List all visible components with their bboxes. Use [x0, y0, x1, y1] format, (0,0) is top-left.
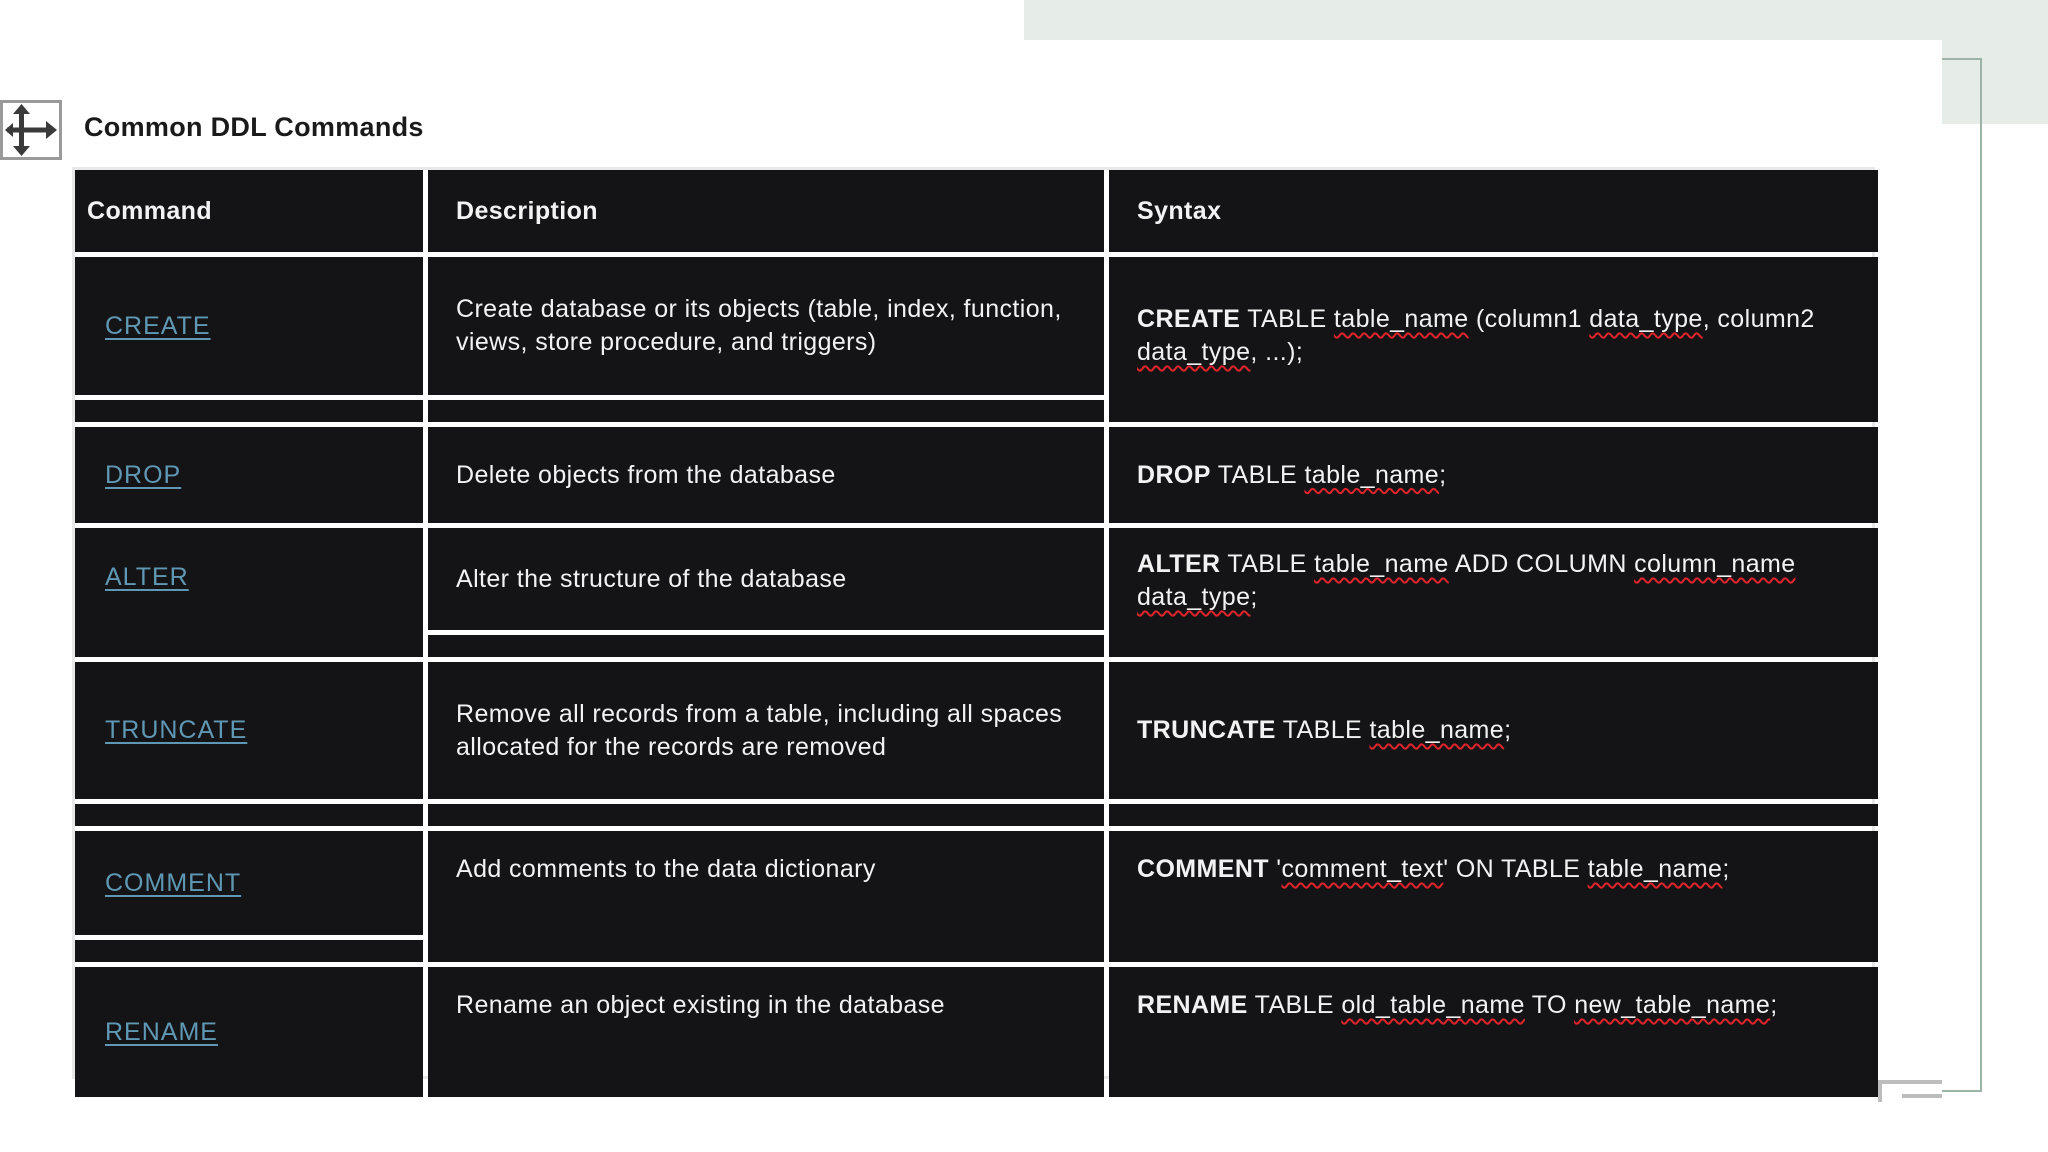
command-link-drop[interactable]: DROP	[105, 460, 182, 489]
command-link-rename[interactable]: RENAME	[105, 1017, 218, 1046]
top-decor-band	[1024, 0, 2048, 40]
spacer-cell	[75, 400, 423, 422]
description-text: Remove all records from a table, including all spaces allocated for the records are removed	[456, 699, 1063, 761]
command-cell-create	[75, 257, 423, 395]
command-cell-rename	[75, 967, 423, 1097]
description-cell-truncate	[428, 662, 1104, 799]
syntax-text: RENAME TABLE old_table_name TO new_table_name;	[1137, 991, 1778, 1019]
description-cell-create	[428, 257, 1104, 395]
syntax-text: COMMENT 'comment_text' ON TABLE table_name;	[1137, 855, 1730, 883]
command-cell-drop	[75, 427, 423, 523]
description-text: Alter the structure of the database	[456, 564, 847, 593]
header-description: Description	[428, 170, 1104, 252]
page-corner-mark-inner	[1902, 1094, 1942, 1102]
command-cell-alter	[75, 528, 423, 657]
description-text: Delete objects from the database	[456, 460, 836, 489]
syntax-cell-create	[1109, 257, 1878, 422]
ddl-commands-table	[72, 167, 1875, 1079]
command-link-truncate[interactable]: TRUNCATE	[105, 716, 248, 744]
syntax-text: TRUNCATE TABLE table_name;	[1137, 716, 1512, 744]
description-cell-drop	[428, 427, 1104, 523]
spacer-cell	[75, 804, 423, 826]
syntax-text: ALTER TABLE table_name ADD COLUMN column_name data_type;	[1137, 550, 1796, 611]
command-cell-truncate	[75, 662, 423, 799]
syntax-cell-rename	[1109, 967, 1878, 1097]
table-caption: Common DDL Commands	[84, 112, 424, 142]
description-text: Rename an object existing in the database	[456, 991, 945, 1019]
spacer-cell	[428, 804, 1104, 826]
command-link-comment[interactable]: COMMENT	[105, 868, 242, 897]
syntax-cell-drop	[1109, 427, 1878, 523]
description-text: Create database or its objects (table, index, function, views, store procedure, and triggers)	[456, 295, 1062, 356]
syntax-text: DROP TABLE table_name;	[1137, 460, 1447, 489]
move-arrows-icon	[5, 104, 57, 156]
syntax-cell-truncate	[1109, 662, 1878, 799]
description-cell-rename	[428, 967, 1104, 1097]
description-cell-comment	[428, 831, 1104, 962]
command-cell-comment	[75, 831, 423, 935]
header-command: Command	[75, 170, 423, 252]
description-cell-alter	[428, 528, 1104, 630]
command-link-alter[interactable]: ALTER	[105, 563, 189, 591]
spacer-cell	[428, 400, 1104, 422]
syntax-cell-alter	[1109, 528, 1878, 657]
command-link-create[interactable]: CREATE	[105, 311, 211, 340]
syntax-cell-comment	[1109, 831, 1878, 962]
page-outline	[1942, 58, 1982, 1092]
table-move-handle[interactable]	[0, 100, 62, 160]
spacer-cell	[1109, 804, 1878, 826]
spacer-cell	[75, 940, 423, 962]
description-text: Add comments to the data dictionary	[456, 855, 876, 883]
syntax-text: CREATE TABLE table_name (column1 data_type, column2 data_type, ...);	[1137, 305, 1815, 366]
header-syntax: Syntax	[1109, 170, 1878, 252]
spacer-cell	[428, 635, 1104, 657]
